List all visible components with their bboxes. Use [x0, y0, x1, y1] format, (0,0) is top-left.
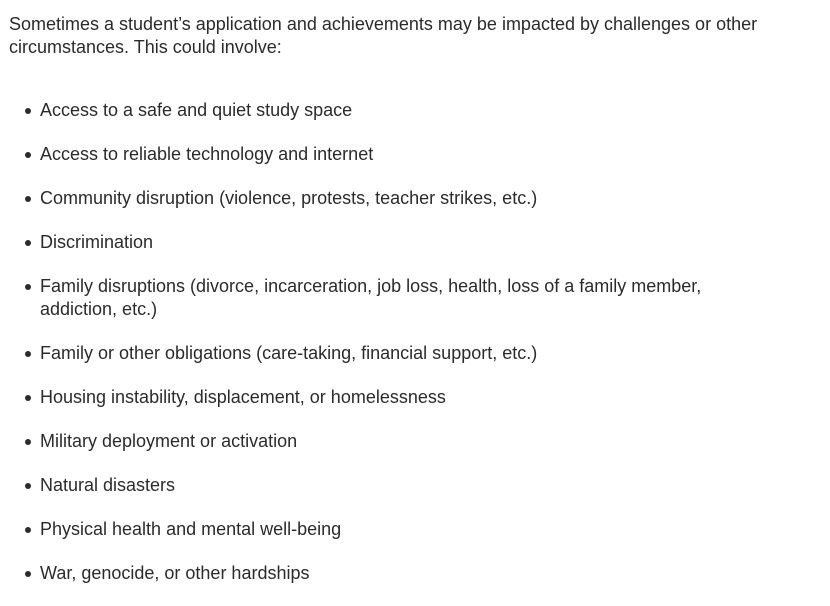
list-item	[25, 143, 815, 166]
bullet-icon	[25, 395, 31, 401]
bullet-icon	[25, 351, 31, 357]
list-item	[25, 562, 815, 585]
list-item-text: Military deployment or activation	[40, 431, 298, 451]
bullet-icon	[25, 527, 31, 533]
list-item-text: Family or other obligations (care-taking, financial support, etc.)	[40, 343, 538, 363]
bullet-icon	[25, 483, 31, 489]
list-item-text: Physical health and mental well-being	[40, 519, 342, 539]
intro-paragraph: Sometimes a student’s application and achievements may be impacted by challenges or other circumstances. This could involve:	[9, 14, 758, 57]
bullet-icon	[25, 571, 31, 577]
bullet-icon	[25, 439, 31, 445]
circumstances-list	[25, 99, 815, 606]
list-item	[25, 231, 815, 254]
bullet-icon	[25, 196, 31, 202]
list-item-text: Community disruption (violence, protests, teacher strikes, etc.)	[40, 188, 538, 208]
list-item	[25, 430, 815, 453]
list-item-text: Housing instability, displacement, or homelessness	[40, 387, 446, 407]
bullet-icon	[25, 240, 31, 246]
list-item	[25, 474, 815, 497]
list-item	[25, 99, 815, 122]
list-item-text: Natural disasters	[40, 475, 176, 495]
list-item-text: Discrimination	[40, 232, 154, 252]
list-item	[25, 518, 815, 541]
list-item	[25, 275, 815, 321]
bullet-icon	[25, 284, 31, 290]
list-item	[25, 187, 815, 210]
bullet-icon	[25, 108, 31, 114]
list-item	[25, 342, 815, 365]
list-item-text: Family disruptions (divorce, incarceration, job loss, health, loss of a family member, addiction, etc.)	[40, 276, 702, 319]
list-item-text: Access to a safe and quiet study space	[40, 100, 353, 120]
list-item-text: Access to reliable technology and internet	[40, 144, 374, 164]
bullet-icon	[25, 152, 31, 158]
list-item-text: War, genocide, or other hardships	[40, 563, 310, 583]
list-item	[25, 386, 815, 409]
